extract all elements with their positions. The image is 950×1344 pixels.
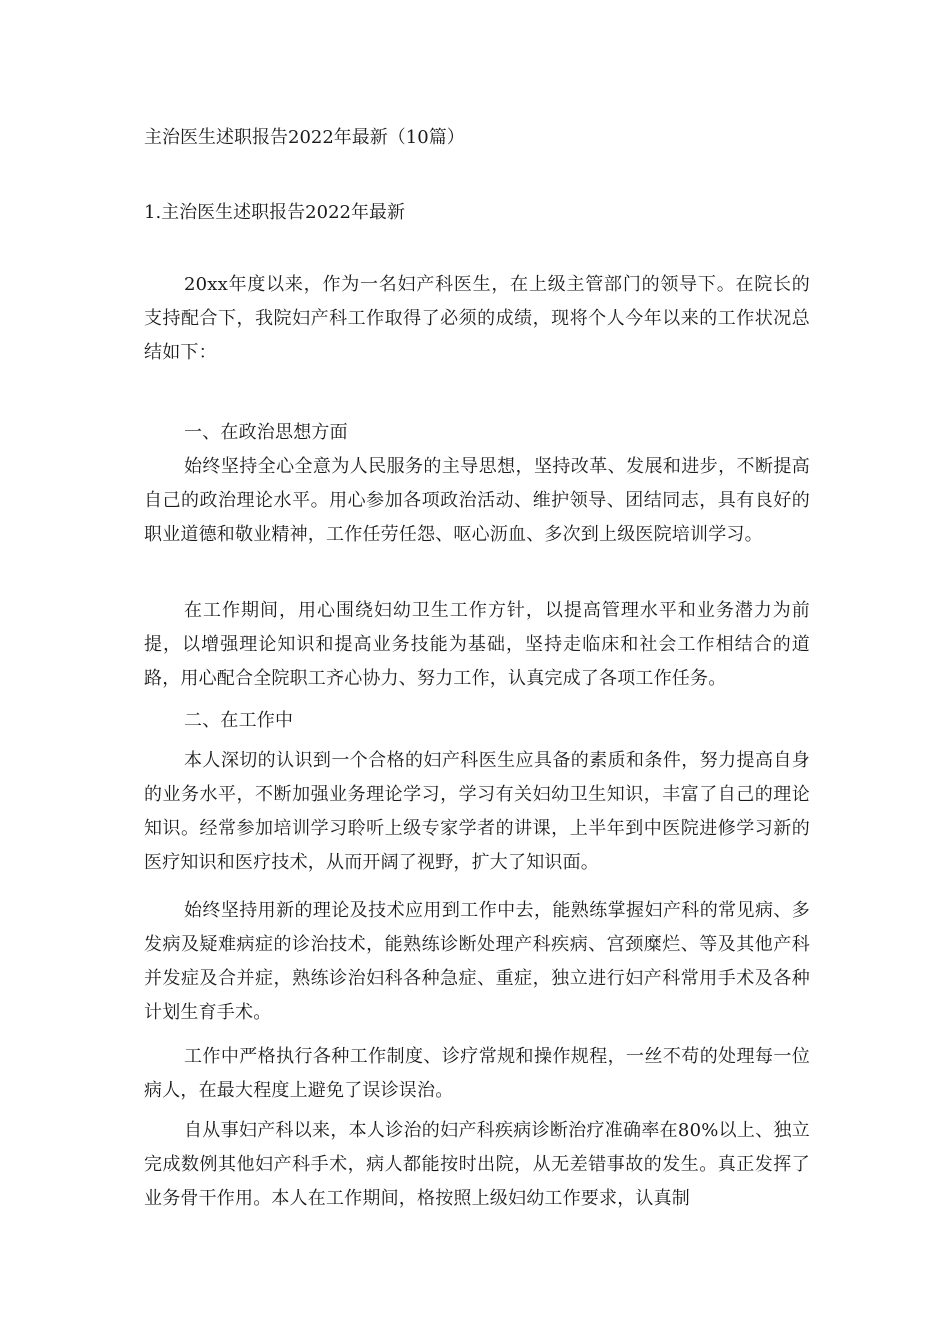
- document-title: 主治医生述职报告2022年最新（10篇）: [144, 127, 465, 148]
- heading-work: 二、在工作中: [184, 710, 294, 731]
- paragraph-political-1: 始终坚持全心全意为人民服务的主导思想，坚持改革、发展和进步，不断提高自己的政治理论水平。用心参加各项政治活动、维护领导、团结同志，具有良好的职业道德和敬业精神，工作任劳任怨、呕心沥血、多次到上级医院培训学习。: [144, 456, 810, 545]
- section-title: 1.主治医生述职报告2022年最新: [144, 202, 405, 223]
- paragraph-work-3: 工作中严格执行各种工作制度、诊疗常规和操作规程，一丝不苟的处理每一位病人，在最大程度上避免了误诊误治。: [144, 1046, 810, 1101]
- paragraph-work-2: 始终坚持用新的理论及技术应用到工作中去，能熟练掌握妇产科的常见病、多发病及疑难病症的诊治技术，能熟练诊断处理产科疾病、宫颈糜烂、等及其他产科并发症及合并症，熟练诊治妇科各种急症、重症，独立进行妇产科常用手术及各种计划生育手术。: [144, 900, 810, 1023]
- intro-paragraph: 20xx年度以来，作为一名妇产科医生，在上级主管部门的领导下。在院长的支持配合下，我院妇产科工作取得了必须的成绩，现将个人今年以来的工作状况总结如下：: [144, 274, 810, 363]
- heading-political: 一、在政治思想方面: [184, 422, 348, 443]
- paragraph-political-2: 在工作期间，用心围绕妇幼卫生工作方针，以提高管理水平和业务潜力为前提，以增强理论知识和提高业务技能为基础，坚持走临床和社会工作相结合的道路，用心配合全院职工齐心协力、努力工作，认真完成了各项工作任务。: [144, 600, 810, 689]
- paragraph-work-4: 自从事妇产科以来，本人诊治的妇产科疾病诊断治疗准确率在80%以上、独立完成数例其他妇产科手术，病人都能按时出院，从无差错事故的发生。真正发挥了业务骨干作用。本人在工作期间，格按照上级妇幼工作要求，认真制: [144, 1120, 810, 1209]
- paragraph-work-1: 本人深切的认识到一个合格的妇产科医生应具备的素质和条件，努力提高自身的业务水平，不断加强业务理论学习，学习有关妇幼卫生知识，丰富了自己的理论知识。经常参加培训学习聆听上级专家学者的讲课，上半年到中医院进修学习新的医疗知识和医疗技术，从而开阔了视野，扩大了知识面。: [144, 750, 810, 873]
